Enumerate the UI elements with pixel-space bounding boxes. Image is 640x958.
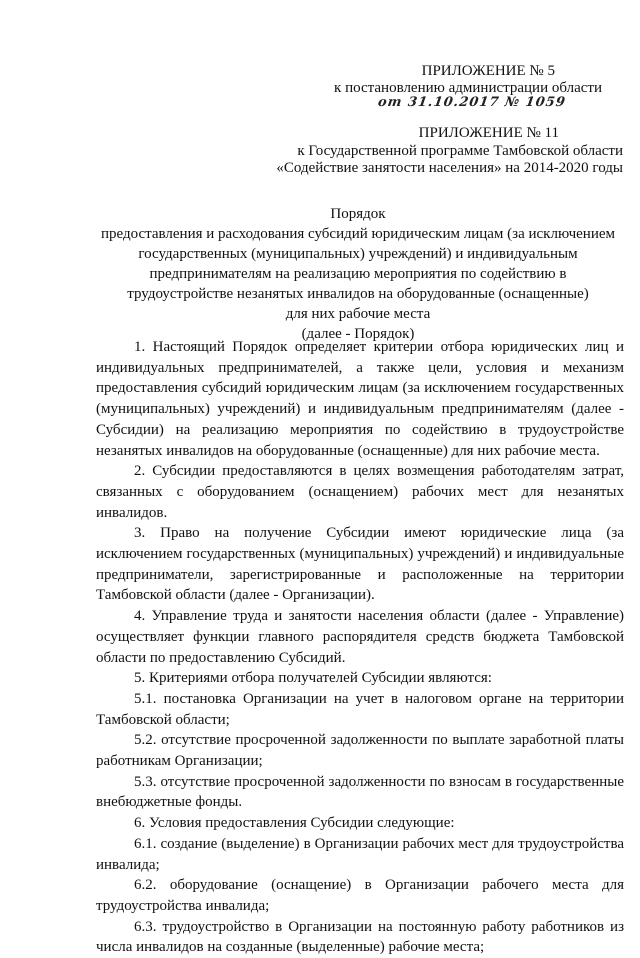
paragraph-1: 1. Настоящий Порядок определяет критерии отбора юридических лиц и индивидуальных предпринимателей, а также цели, условия и механизм предоставления субсидий юридическим лицам (за исключением государственных (муниципальных) учреждений) и индивидуальным предпринимателям (далее - Субсидии) на реализацию мероприятия по содействию в трудоустройстве незанятых инвалидов на оборудованные (оснащенные) для них рабочие места. bbox=[96, 339, 624, 459]
handwritten-date-number: от 31.10.2017 № 1059 bbox=[376, 95, 567, 110]
title-line-2: предоставления и расходования субсидий юридическим лицам (за исключением bbox=[100, 226, 615, 242]
paragraph-3: 3. Право на получение Субсидии имеют юридические лица (за исключением государственных (муниципальных) учреждений) и индивидуальные предприниматели, зарегистрированные и расположенные на территории Тамбовской области (далее - Организации). bbox=[96, 525, 624, 604]
paragraph-6: 6. Условия предоставления Субсидии следующие: bbox=[134, 815, 455, 832]
paragraph-5-2: 5.2. отсутствие просроченной задолженности по выплате заработной платы работникам Организации; bbox=[96, 732, 624, 770]
appendix-5-subtitle: к постановлению администрации области bbox=[334, 80, 602, 96]
paragraph-2: 2. Субсидии предоставляются в целях возмещения работодателям затрат, связанных с оборудованием (оснащением) рабочих мест для незанятых инвалидов. bbox=[96, 463, 624, 521]
document-title bbox=[88, 204, 628, 344]
title-line-6: для них рабочие места bbox=[285, 306, 431, 322]
appendix-11-subtitle-1: к Государственной программе Тамбовской области bbox=[297, 143, 623, 159]
document-body bbox=[96, 337, 624, 958]
title-line-3: государственных (муниципальных) учреждений) и индивидуальным bbox=[138, 246, 578, 262]
title-line-4: предпринимателям на реализацию мероприятия по содействию в bbox=[149, 266, 567, 282]
title-line-1: Порядок bbox=[330, 206, 386, 222]
title-line-5: трудоустройстве незанятых инвалидов на оборудованные (оснащенные) bbox=[127, 286, 589, 302]
paragraph-5-3: 5.3. отсутствие просроченной задолженности по взносам в государственные внебюджетные фонды. bbox=[96, 773, 624, 811]
appendix-11-title: ПРИЛОЖЕНИЕ № 11 bbox=[418, 125, 559, 141]
paragraph-4: 4. Управление труда и занятости населения области (далее - Управление) осуществляет функции главного распорядителя средств бюджета Тамбовской области по предоставлению Субсидий. bbox=[96, 608, 624, 666]
paragraph-6-3: 6.3. трудоустройство в Организации на постоянную работу работников из числа инвалидов на созданные (выделенные) рабочие места; bbox=[96, 918, 624, 956]
paragraph-6-2: 6.2. оборудование (оснащение) в Организации рабочего места для трудоустройства инвалида; bbox=[96, 877, 624, 914]
appendix-5-title: ПРИЛОЖЕНИЕ № 5 bbox=[421, 63, 555, 79]
appendix-11-subtitle-2: «Содействие занятости населения» на 2014-2020 годы bbox=[276, 160, 623, 176]
paragraph-5-1: 5.1. постановка Организации на учет в налоговом органе на территории Тамбовской области; bbox=[96, 690, 624, 728]
title-line-7: (далее - Порядок) bbox=[301, 326, 415, 342]
paragraph-5: 5. Критериями отбора получателей Субсидии являются: bbox=[134, 670, 492, 687]
paragraph-6-1: 6.1. создание (выделение) в Организации рабочих мест для трудоустройства инвалида; bbox=[96, 835, 624, 873]
